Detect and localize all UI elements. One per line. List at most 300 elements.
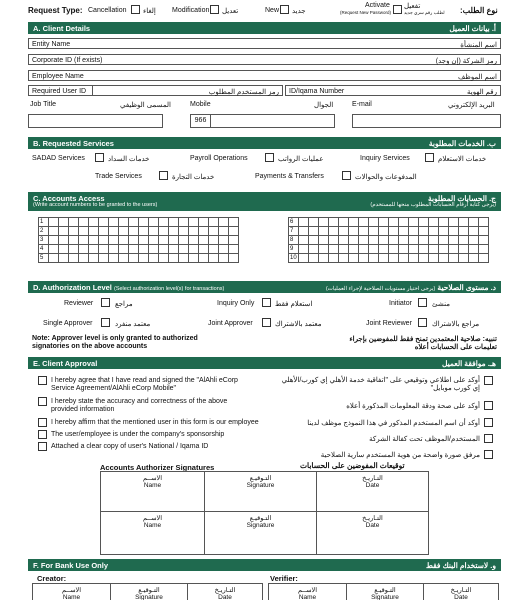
account-digit-cell[interactable] xyxy=(159,218,169,227)
account-digit-cell[interactable] xyxy=(99,218,109,227)
job-title-input[interactable] xyxy=(28,114,163,128)
account-digit-cell[interactable] xyxy=(479,218,489,227)
employee-name-label: Employee Name xyxy=(32,72,84,80)
agreement-checkbox-ar[interactable] xyxy=(484,376,493,385)
account-digit-cell[interactable] xyxy=(479,254,489,263)
account-digit-cell[interactable] xyxy=(319,218,329,227)
id-copy-checkbox[interactable] xyxy=(38,442,47,451)
account-row xyxy=(39,218,239,227)
account-digit-cell[interactable] xyxy=(339,227,349,236)
approver-note-2: signatories on the above accounts xyxy=(32,343,148,350)
cancellation-checkbox[interactable] xyxy=(131,5,140,14)
account-digit-cell[interactable] xyxy=(79,236,89,245)
account-digit-cell[interactable] xyxy=(309,245,319,254)
agreement-checkbox[interactable] xyxy=(38,376,47,385)
inquiry-services-checkbox[interactable] xyxy=(425,153,434,162)
entity-name-field[interactable] xyxy=(28,38,501,49)
corporate-id-label-ar: رمز الشركة (إن وجد) xyxy=(435,57,497,65)
account-digit-cell[interactable] xyxy=(49,236,59,245)
account-digit-cell[interactable] xyxy=(459,236,469,245)
account-digit-cell[interactable] xyxy=(129,245,139,254)
account-digit-cell[interactable] xyxy=(179,245,189,254)
account-digit-cell[interactable] xyxy=(309,236,319,245)
account-digit-cell[interactable] xyxy=(339,218,349,227)
activate-checkbox[interactable] xyxy=(393,5,402,14)
account-digit-cell[interactable] xyxy=(229,227,239,236)
accounts-grid-left[interactable] xyxy=(38,217,239,263)
account-digit-cell[interactable] xyxy=(79,245,89,254)
account-digit-cell[interactable] xyxy=(399,227,409,236)
account-digit-cell[interactable] xyxy=(59,245,69,254)
new-checkbox[interactable] xyxy=(280,5,289,14)
initiator-checkbox[interactable] xyxy=(418,298,427,307)
account-digit-cell[interactable] xyxy=(409,254,419,263)
section-d-header xyxy=(28,281,501,293)
account-digit-cell[interactable] xyxy=(439,254,449,263)
account-digit-cell[interactable] xyxy=(399,254,409,263)
reviewer-checkbox[interactable] xyxy=(101,298,110,307)
account-digit-cell[interactable] xyxy=(209,245,219,254)
account-digit-cell[interactable] xyxy=(419,218,429,227)
account-digit-cell[interactable] xyxy=(299,245,309,254)
account-digit-cell[interactable] xyxy=(139,245,149,254)
account-digit-cell[interactable] xyxy=(349,245,359,254)
account-digit-cell[interactable] xyxy=(169,254,179,263)
account-digit-cell[interactable] xyxy=(209,218,219,227)
account-digit-cell[interactable] xyxy=(299,218,309,227)
employee-checkbox-ar[interactable] xyxy=(484,418,493,427)
account-digit-cell[interactable] xyxy=(159,236,169,245)
account-digit-cell[interactable] xyxy=(449,218,459,227)
account-digit-cell[interactable] xyxy=(129,236,139,245)
account-digit-cell[interactable] xyxy=(419,245,429,254)
account-digit-cell[interactable] xyxy=(339,245,349,254)
account-digit-cell[interactable] xyxy=(189,236,199,245)
section-d-title-text: D. Authorization Level xyxy=(33,283,112,292)
account-digit-cell[interactable] xyxy=(99,245,109,254)
account-digit-cell[interactable] xyxy=(129,218,139,227)
payroll-label-ar: عمليات الرواتب xyxy=(278,156,324,163)
account-digit-cell[interactable] xyxy=(319,245,329,254)
request-type-label: Request Type: xyxy=(28,6,83,15)
account-digit-cell[interactable] xyxy=(119,227,129,236)
account-digit-cell[interactable] xyxy=(99,254,109,263)
account-digit-cell[interactable] xyxy=(119,254,129,263)
account-digit-cell[interactable] xyxy=(389,245,399,254)
section-d-title-ar xyxy=(326,283,496,292)
account-digit-cell[interactable] xyxy=(79,254,89,263)
joint-reviewer-label-ar: مراجع بالاشتراك xyxy=(432,321,480,328)
account-digit-cell[interactable] xyxy=(479,236,489,245)
account-digit-cell[interactable] xyxy=(69,254,79,263)
account-digit-cell[interactable] xyxy=(409,236,419,245)
account-digit-cell[interactable] xyxy=(369,236,379,245)
account-digit-cell[interactable] xyxy=(429,236,439,245)
account-digit-cell[interactable] xyxy=(439,227,449,236)
account-digit-cell[interactable] xyxy=(89,227,99,236)
modification-label: Modification xyxy=(172,7,210,14)
employee-name-field[interactable] xyxy=(28,70,501,81)
section-c-title: C. Accounts Access xyxy=(33,194,105,203)
date-label-ar: التـاريـخ xyxy=(362,515,383,522)
creator-table xyxy=(32,583,263,600)
account-digit-cell[interactable] xyxy=(389,236,399,245)
account-digit-cell[interactable] xyxy=(79,227,89,236)
account-digit-cell[interactable] xyxy=(179,227,189,236)
account-digit-cell[interactable] xyxy=(229,245,239,254)
account-digit-cell[interactable] xyxy=(149,245,159,254)
name-cell[interactable] xyxy=(101,512,205,555)
sponsorship-checkbox[interactable] xyxy=(38,430,47,439)
account-digit-cell[interactable] xyxy=(299,254,309,263)
account-digit-cell[interactable] xyxy=(449,245,459,254)
account-row-number: 5 xyxy=(39,254,49,263)
account-digit-cell[interactable] xyxy=(369,227,379,236)
joint-reviewer-checkbox[interactable] xyxy=(418,318,427,327)
section-d-subtitle-ar: (يرجى اختيار مستويات الصلاحية لإجراء العمليات) xyxy=(325,286,436,292)
account-digit-cell[interactable] xyxy=(149,254,159,263)
signature-label-ar: التـوقيـع xyxy=(249,475,272,482)
account-digit-cell[interactable] xyxy=(99,236,109,245)
account-row xyxy=(289,236,489,245)
accuracy-checkbox-ar[interactable] xyxy=(484,401,493,410)
account-digit-cell[interactable] xyxy=(199,254,209,263)
account-digit-cell[interactable] xyxy=(369,245,379,254)
account-digit-cell[interactable] xyxy=(49,218,59,227)
accuracy-checkbox[interactable] xyxy=(38,397,47,406)
account-digit-cell[interactable] xyxy=(319,236,329,245)
account-digit-cell[interactable] xyxy=(469,227,479,236)
section-a-header xyxy=(28,22,501,34)
account-digit-cell[interactable] xyxy=(129,254,139,263)
trade-checkbox[interactable] xyxy=(159,171,168,180)
inquiry-only-label: Inquiry Only xyxy=(217,300,255,307)
account-digit-cell[interactable] xyxy=(179,254,189,263)
account-digit-cell[interactable] xyxy=(89,236,99,245)
account-digit-cell[interactable] xyxy=(329,245,339,254)
account-digit-cell[interactable] xyxy=(209,227,219,236)
account-digit-cell[interactable] xyxy=(69,227,79,236)
joint-approver-checkbox[interactable] xyxy=(262,318,271,327)
account-digit-cell[interactable] xyxy=(119,236,129,245)
date-cell[interactable] xyxy=(317,472,429,512)
account-digit-cell[interactable] xyxy=(439,236,449,245)
account-digit-cell[interactable] xyxy=(109,254,119,263)
account-digit-cell[interactable] xyxy=(119,245,129,254)
account-digit-cell[interactable] xyxy=(349,218,359,227)
account-digit-cell[interactable] xyxy=(349,236,359,245)
account-digit-cell[interactable] xyxy=(409,218,419,227)
account-row-number: 4 xyxy=(39,245,49,254)
name-cell[interactable] xyxy=(101,472,205,512)
employee-checkbox[interactable] xyxy=(38,418,47,427)
account-digit-cell[interactable] xyxy=(229,254,239,263)
account-digit-cell[interactable] xyxy=(409,245,419,254)
account-digit-cell[interactable] xyxy=(189,245,199,254)
account-digit-cell[interactable] xyxy=(469,236,479,245)
signature-cell[interactable] xyxy=(205,472,317,512)
account-digit-cell[interactable] xyxy=(189,254,199,263)
account-digit-cell[interactable] xyxy=(149,218,159,227)
job-title-label-ar: المسمى الوظيفي xyxy=(120,102,171,109)
account-digit-cell[interactable] xyxy=(459,227,469,236)
account-digit-cell[interactable] xyxy=(109,236,119,245)
account-digit-cell[interactable] xyxy=(219,236,229,245)
request-type-label-ar: نوع الطلب: xyxy=(460,6,498,15)
account-digit-cell[interactable] xyxy=(79,218,89,227)
creator-name-cell[interactable] xyxy=(33,584,111,600)
account-digit-cell[interactable] xyxy=(119,218,129,227)
sadad-checkbox[interactable] xyxy=(95,153,104,162)
account-digit-cell[interactable] xyxy=(139,254,149,263)
account-digit-cell[interactable] xyxy=(49,254,59,263)
email-label: E-mail xyxy=(352,101,372,108)
new-password-label: (Request New Password) xyxy=(340,10,392,15)
signature-label: Signature xyxy=(246,522,275,529)
account-digit-cell[interactable] xyxy=(359,254,369,263)
account-digit-cell[interactable] xyxy=(209,254,219,263)
entity-name-label-ar: اسم المنشأة xyxy=(460,41,497,49)
account-digit-cell[interactable] xyxy=(359,227,369,236)
name-label: Name xyxy=(62,594,81,600)
account-digit-cell[interactable] xyxy=(389,254,399,263)
account-row xyxy=(39,227,239,236)
inquiry-only-checkbox[interactable] xyxy=(262,298,271,307)
account-digit-cell[interactable] xyxy=(89,218,99,227)
single-approver-checkbox[interactable] xyxy=(101,318,110,327)
account-digit-cell[interactable] xyxy=(199,245,209,254)
account-digit-cell[interactable] xyxy=(369,254,379,263)
account-digit-cell[interactable] xyxy=(69,236,79,245)
required-user-id-field[interactable] xyxy=(28,85,283,96)
account-digit-cell[interactable] xyxy=(99,227,109,236)
account-digit-cell[interactable] xyxy=(59,236,69,245)
account-digit-cell[interactable] xyxy=(439,218,449,227)
account-digit-cell[interactable] xyxy=(399,236,409,245)
account-digit-cell[interactable] xyxy=(469,245,479,254)
account-digit-cell[interactable] xyxy=(429,245,439,254)
account-digit-cell[interactable] xyxy=(379,245,389,254)
account-digit-cell[interactable] xyxy=(349,254,359,263)
section-d-title-ar-text: د. مستوى الصلاحية xyxy=(437,283,496,292)
account-digit-cell[interactable] xyxy=(359,245,369,254)
account-digit-cell[interactable] xyxy=(419,227,429,236)
account-digit-cell[interactable] xyxy=(339,254,349,263)
mobile-label-ar: الجوال xyxy=(314,102,334,109)
account-digit-cell[interactable] xyxy=(299,227,309,236)
id-copy-text-ar: مرفق صورة واضحة من هوية المستخدم سارية الصلاحية xyxy=(320,452,480,459)
account-digit-cell[interactable] xyxy=(419,254,429,263)
account-row-number: 3 xyxy=(39,236,49,245)
signature-row xyxy=(101,512,429,555)
section-b-title-ar: ب. الخدمات المطلوبة xyxy=(428,139,496,148)
signature-label: Signature xyxy=(246,482,275,489)
account-digit-cell[interactable] xyxy=(159,245,169,254)
account-digit-cell[interactable] xyxy=(329,218,339,227)
account-digit-cell[interactable] xyxy=(109,218,119,227)
account-digit-cell[interactable] xyxy=(49,245,59,254)
account-row-number: 2 xyxy=(39,227,49,236)
account-digit-cell[interactable] xyxy=(109,227,119,236)
account-digit-cell[interactable] xyxy=(109,245,119,254)
modification-label-ar: تعديل xyxy=(222,8,239,15)
account-digit-cell[interactable] xyxy=(179,218,189,227)
payments-label-ar: المدفوعات والحوالات xyxy=(355,174,417,181)
account-digit-cell[interactable] xyxy=(439,245,449,254)
account-digit-cell[interactable] xyxy=(409,227,419,236)
account-digit-cell[interactable] xyxy=(469,218,479,227)
sponsorship-checkbox-ar[interactable] xyxy=(484,434,493,443)
account-row xyxy=(39,254,239,263)
activate-label-ar: تفعيل xyxy=(404,3,421,10)
corporate-id-field[interactable] xyxy=(28,54,501,65)
account-digit-cell[interactable] xyxy=(139,227,149,236)
section-f-title-ar: و. لاستخدام البنك فقط xyxy=(425,561,496,570)
account-digit-cell[interactable] xyxy=(429,227,439,236)
account-digit-cell[interactable] xyxy=(189,227,199,236)
section-d-subtitle: (Select authorization level(s) for transactions) xyxy=(114,286,225,292)
mobile-input[interactable] xyxy=(190,114,335,128)
account-digit-cell[interactable] xyxy=(129,227,139,236)
account-digit-cell[interactable] xyxy=(379,218,389,227)
account-digit-cell[interactable] xyxy=(349,227,359,236)
single-approver-label-ar: معتمد منفرد xyxy=(115,321,151,328)
account-digit-cell[interactable] xyxy=(199,236,209,245)
account-row xyxy=(39,245,239,254)
account-digit-cell[interactable] xyxy=(169,245,179,254)
date-label: Date xyxy=(218,594,232,600)
account-digit-cell[interactable] xyxy=(69,245,79,254)
payroll-checkbox[interactable] xyxy=(265,153,274,162)
account-digit-cell[interactable] xyxy=(319,254,329,263)
verifier-date-cell[interactable] xyxy=(424,584,499,600)
account-row-number: 10 xyxy=(290,255,297,261)
account-digit-cell[interactable] xyxy=(449,227,459,236)
account-digit-cell[interactable] xyxy=(189,218,199,227)
trade-label-ar: خدمات التجارة xyxy=(172,174,215,181)
account-digit-cell[interactable] xyxy=(459,218,469,227)
account-digit-cell[interactable] xyxy=(309,227,319,236)
email-label-ar: البريد الإلكتروني xyxy=(448,102,495,109)
account-digit-cell[interactable] xyxy=(479,245,489,254)
payments-checkbox[interactable] xyxy=(342,171,351,180)
creator-date-cell[interactable] xyxy=(188,584,263,600)
account-digit-cell[interactable] xyxy=(209,236,219,245)
account-digit-cell[interactable] xyxy=(89,245,99,254)
required-user-id-label: Required User ID xyxy=(32,87,87,95)
account-digit-cell[interactable] xyxy=(219,218,229,227)
account-digit-cell[interactable] xyxy=(159,227,169,236)
account-digit-cell[interactable] xyxy=(369,218,379,227)
account-digit-cell[interactable] xyxy=(329,254,339,263)
account-digit-cell[interactable] xyxy=(379,236,389,245)
account-digit-cell[interactable] xyxy=(309,254,319,263)
account-digit-cell[interactable] xyxy=(139,236,149,245)
account-digit-cell[interactable] xyxy=(399,245,409,254)
signature-cell[interactable] xyxy=(205,512,317,555)
id-iqama-field[interactable] xyxy=(285,85,501,96)
id-iqama-label: ID/Iqama Number xyxy=(289,87,345,95)
account-digit-cell[interactable] xyxy=(59,218,69,227)
account-digit-cell[interactable] xyxy=(359,236,369,245)
id-copy-checkbox-ar[interactable] xyxy=(484,450,493,459)
signatures-title-ar: توقيعات المفوضين على الحسابات xyxy=(300,461,405,470)
account-digit-cell[interactable] xyxy=(429,254,439,263)
approver-note-ar-2: تعليمات على الحسابات أعلاه xyxy=(414,344,497,351)
account-digit-cell[interactable] xyxy=(479,227,489,236)
section-c-subtitle: (Write account numbers to be granted to the users) xyxy=(33,202,158,208)
cancellation-label-ar: إلغاء xyxy=(143,8,156,15)
section-d-title xyxy=(33,283,224,292)
account-digit-cell[interactable] xyxy=(329,236,339,245)
account-digit-cell[interactable] xyxy=(69,218,79,227)
creator-label: Creator: xyxy=(37,574,67,583)
account-digit-cell[interactable] xyxy=(399,218,409,227)
verifier-label: Verifier: xyxy=(270,574,298,583)
account-digit-cell[interactable] xyxy=(139,218,149,227)
account-digit-cell[interactable] xyxy=(309,218,319,227)
account-digit-cell[interactable] xyxy=(229,218,239,227)
email-input[interactable] xyxy=(352,114,501,128)
account-digit-cell[interactable] xyxy=(59,254,69,263)
date-cell[interactable] xyxy=(317,512,429,555)
account-row xyxy=(289,254,489,263)
account-digit-cell[interactable] xyxy=(429,218,439,227)
account-digit-cell[interactable] xyxy=(379,254,389,263)
account-digit-cell[interactable] xyxy=(199,218,209,227)
account-digit-cell[interactable] xyxy=(299,236,309,245)
account-digit-cell[interactable] xyxy=(59,227,69,236)
account-digit-cell[interactable] xyxy=(379,227,389,236)
account-digit-cell[interactable] xyxy=(179,236,189,245)
account-digit-cell[interactable] xyxy=(469,254,479,263)
single-approver-label: Single Approver xyxy=(43,320,93,327)
account-digit-cell[interactable] xyxy=(229,236,239,245)
sponsorship-text-ar: المستخدم/الموظف تحت كفالة الشركة xyxy=(369,436,480,443)
section-c-header xyxy=(28,192,501,211)
account-digit-cell[interactable] xyxy=(359,218,369,227)
verifier-name-cell[interactable] xyxy=(269,584,347,600)
account-digit-cell[interactable] xyxy=(149,227,159,236)
account-digit-cell[interactable] xyxy=(169,227,179,236)
account-digit-cell[interactable] xyxy=(199,227,209,236)
account-digit-cell[interactable] xyxy=(169,236,179,245)
account-digit-cell[interactable] xyxy=(49,227,59,236)
account-digit-cell[interactable] xyxy=(389,227,399,236)
modification-checkbox[interactable] xyxy=(210,5,219,14)
verifier-signature-cell[interactable] xyxy=(347,584,424,600)
account-digit-cell[interactable] xyxy=(219,227,229,236)
account-digit-cell[interactable] xyxy=(339,236,349,245)
account-digit-cell[interactable] xyxy=(449,236,459,245)
mobile-prefix: 966 xyxy=(191,115,211,127)
account-digit-cell[interactable] xyxy=(449,254,459,263)
account-digit-cell[interactable] xyxy=(419,236,429,245)
accounts-grid-right[interactable] xyxy=(288,217,489,263)
account-digit-cell[interactable] xyxy=(219,254,229,263)
account-digit-cell[interactable] xyxy=(219,245,229,254)
account-digit-cell[interactable] xyxy=(169,218,179,227)
account-digit-cell[interactable] xyxy=(159,254,169,263)
account-digit-cell[interactable] xyxy=(459,254,469,263)
account-digit-cell[interactable] xyxy=(149,236,159,245)
account-digit-cell[interactable] xyxy=(89,254,99,263)
creator-signature-cell[interactable] xyxy=(111,584,188,600)
account-digit-cell[interactable] xyxy=(389,218,399,227)
account-digit-cell[interactable] xyxy=(459,245,469,254)
account-digit-cell[interactable] xyxy=(329,227,339,236)
account-digit-cell[interactable] xyxy=(319,227,329,236)
